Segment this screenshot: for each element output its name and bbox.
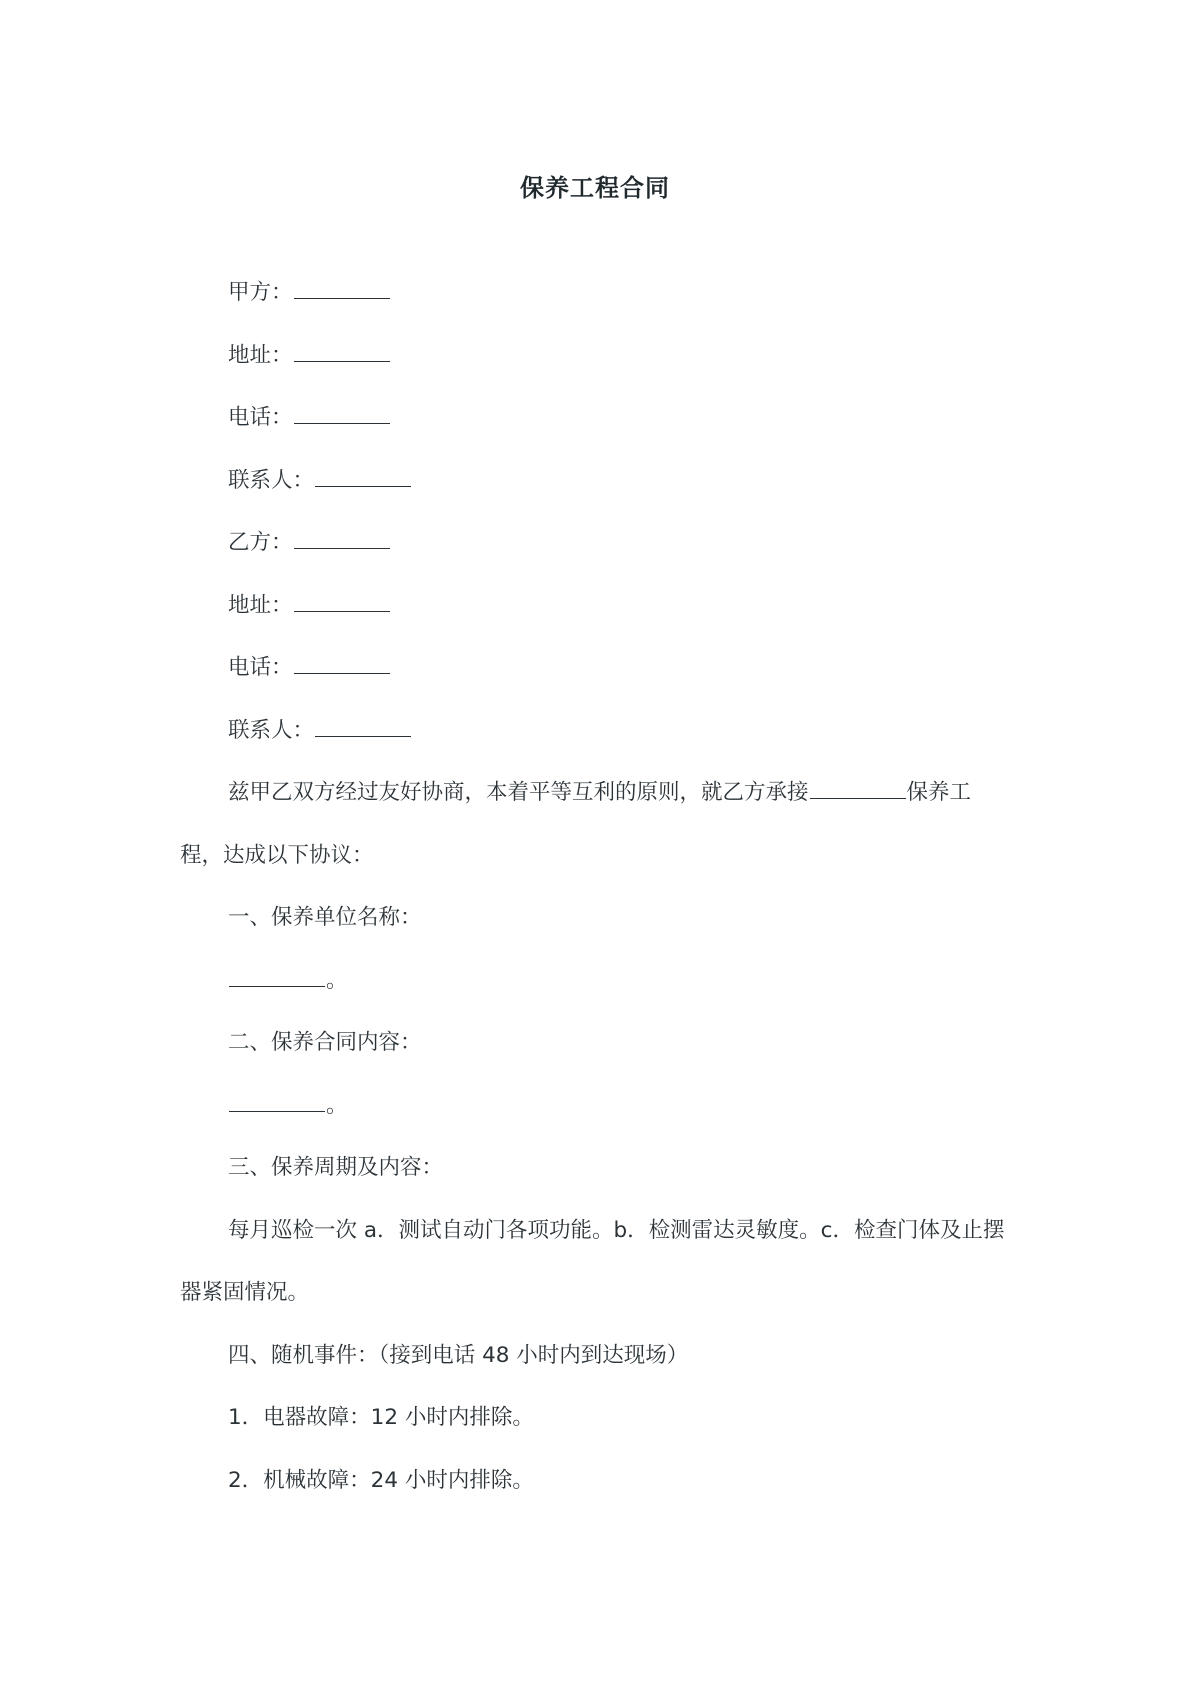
party-b-phone-line [180, 637, 1010, 700]
section-2-content [180, 1075, 1010, 1138]
party-a-contact-line [180, 450, 1010, 513]
party-b-phone-label: 电话： [228, 655, 293, 680]
intro-paragraph [180, 762, 1010, 887]
intro-text-after: 保养工程，达成以下协议： [180, 780, 972, 868]
party-b-name-blank[interactable] [294, 530, 390, 549]
contract-content-blank[interactable] [229, 1093, 325, 1112]
party-b-name-line [180, 512, 1010, 575]
section-1-content [180, 950, 1010, 1013]
incident-item-2: 2．机械故障：24 小时内排除。 [228, 1467, 534, 1493]
party-a-name-line [180, 262, 1010, 325]
intro-text-before: 兹甲乙双方经过友好协商，本着平等互利的原则，就乙方承接 [228, 780, 809, 805]
section-1-heading: 一、保养单位名称： [228, 905, 422, 930]
section-4-heading: 四、随机事件：（接到电话 48 小时内到达现场） [228, 1342, 689, 1368]
document-body [180, 262, 1010, 1512]
party-a-phone-line [180, 387, 1010, 450]
party-a-address-label: 地址： [228, 342, 293, 368]
document-title: 保养工程合同 [520, 174, 670, 202]
section-3-heading: 三、保养周期及内容： [228, 1155, 444, 1180]
section-2-heading: 二、保养合同内容： [228, 1030, 422, 1055]
party-a-name-blank[interactable] [294, 280, 390, 299]
party-b-address-blank[interactable] [294, 593, 390, 612]
party-a-name-label: 甲方： [228, 280, 293, 305]
party-b-phone-blank[interactable] [294, 655, 390, 674]
party-a-contact-blank[interactable] [315, 468, 411, 487]
party-a-contact-label: 联系人： [228, 467, 315, 493]
party-b-address-label: 地址： [228, 592, 293, 618]
party-b-name-label: 乙方： [228, 530, 293, 555]
party-a-address-line [180, 325, 1010, 388]
project-name-blank[interactable] [810, 780, 906, 799]
party-b-contact-label: 联系人： [228, 717, 315, 743]
party-b-address-line [180, 575, 1010, 638]
party-b-contact-line [180, 700, 1010, 763]
party-a-phone-blank[interactable] [294, 405, 390, 424]
section-2-suffix: 。 [326, 1092, 348, 1118]
party-a-address-blank[interactable] [294, 343, 390, 362]
incident-item-1: 1．电器故障：12 小时内排除。 [228, 1405, 534, 1430]
section-3-content: 每月巡检一次 a．测试自动门各项功能。b．检测雷达灵敏度。c．检查门体及止摆器紧固情况。 [180, 1217, 1005, 1305]
maintenance-unit-blank[interactable] [229, 968, 325, 987]
party-b-contact-blank[interactable] [315, 718, 411, 737]
section-1-suffix: 。 [326, 967, 348, 993]
party-a-phone-label: 电话： [228, 405, 293, 430]
